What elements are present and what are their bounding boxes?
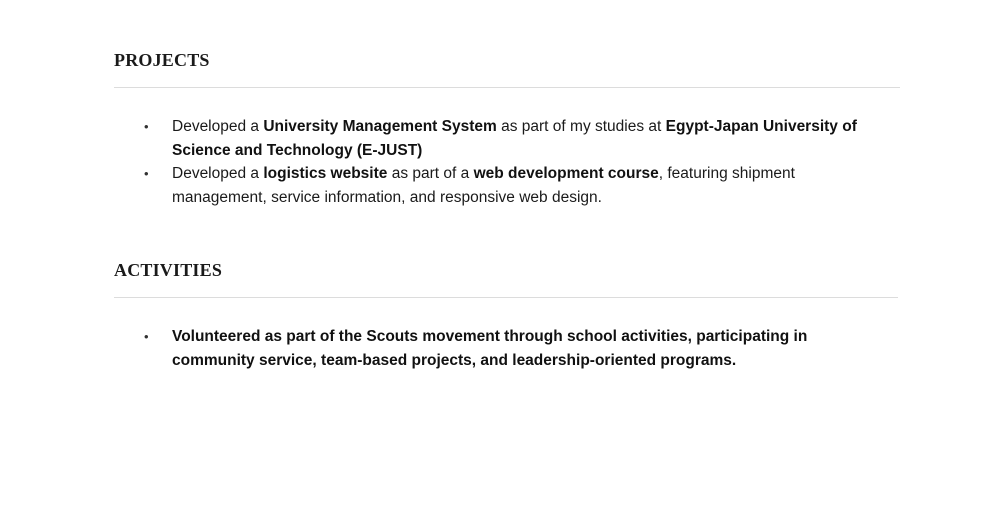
- activities-heading: ACTIVITIES: [114, 260, 223, 280]
- projects-divider: [114, 87, 900, 88]
- item-text: as part of my studies at: [496, 118, 666, 135]
- activity-item: [114, 325, 832, 372]
- bullet-icon: •: [144, 119, 149, 134]
- item-bold-text: logistics website: [263, 165, 388, 182]
- item-text: Developed a: [172, 118, 264, 135]
- activities-list: [114, 325, 898, 372]
- activities-divider: [114, 297, 898, 298]
- projects-heading: PROJECTS: [114, 50, 210, 70]
- item-bold-text: University Management System: [263, 118, 497, 135]
- item-bold-text: web development course: [473, 165, 659, 182]
- projects-section: [114, 49, 900, 206]
- projects-list: [114, 115, 900, 209]
- item-bold-text: Volunteered as part of the Scouts movement through school activities, participating in community service, team-based projects, and leadership-oriented programs.: [172, 328, 808, 369]
- item-text: as part of a: [387, 165, 474, 182]
- item-text: , featuring shipment management, service information, and responsive web design.: [172, 165, 795, 206]
- project-item: [114, 115, 882, 162]
- activities-section: [114, 259, 898, 369]
- item-text: Developed a: [172, 165, 264, 182]
- item-bold-text: Egypt-Japan University of Science and Technology (E-JUST): [172, 118, 857, 159]
- project-item: [114, 162, 882, 209]
- bullet-icon: •: [144, 166, 149, 181]
- bullet-icon: •: [144, 329, 149, 344]
